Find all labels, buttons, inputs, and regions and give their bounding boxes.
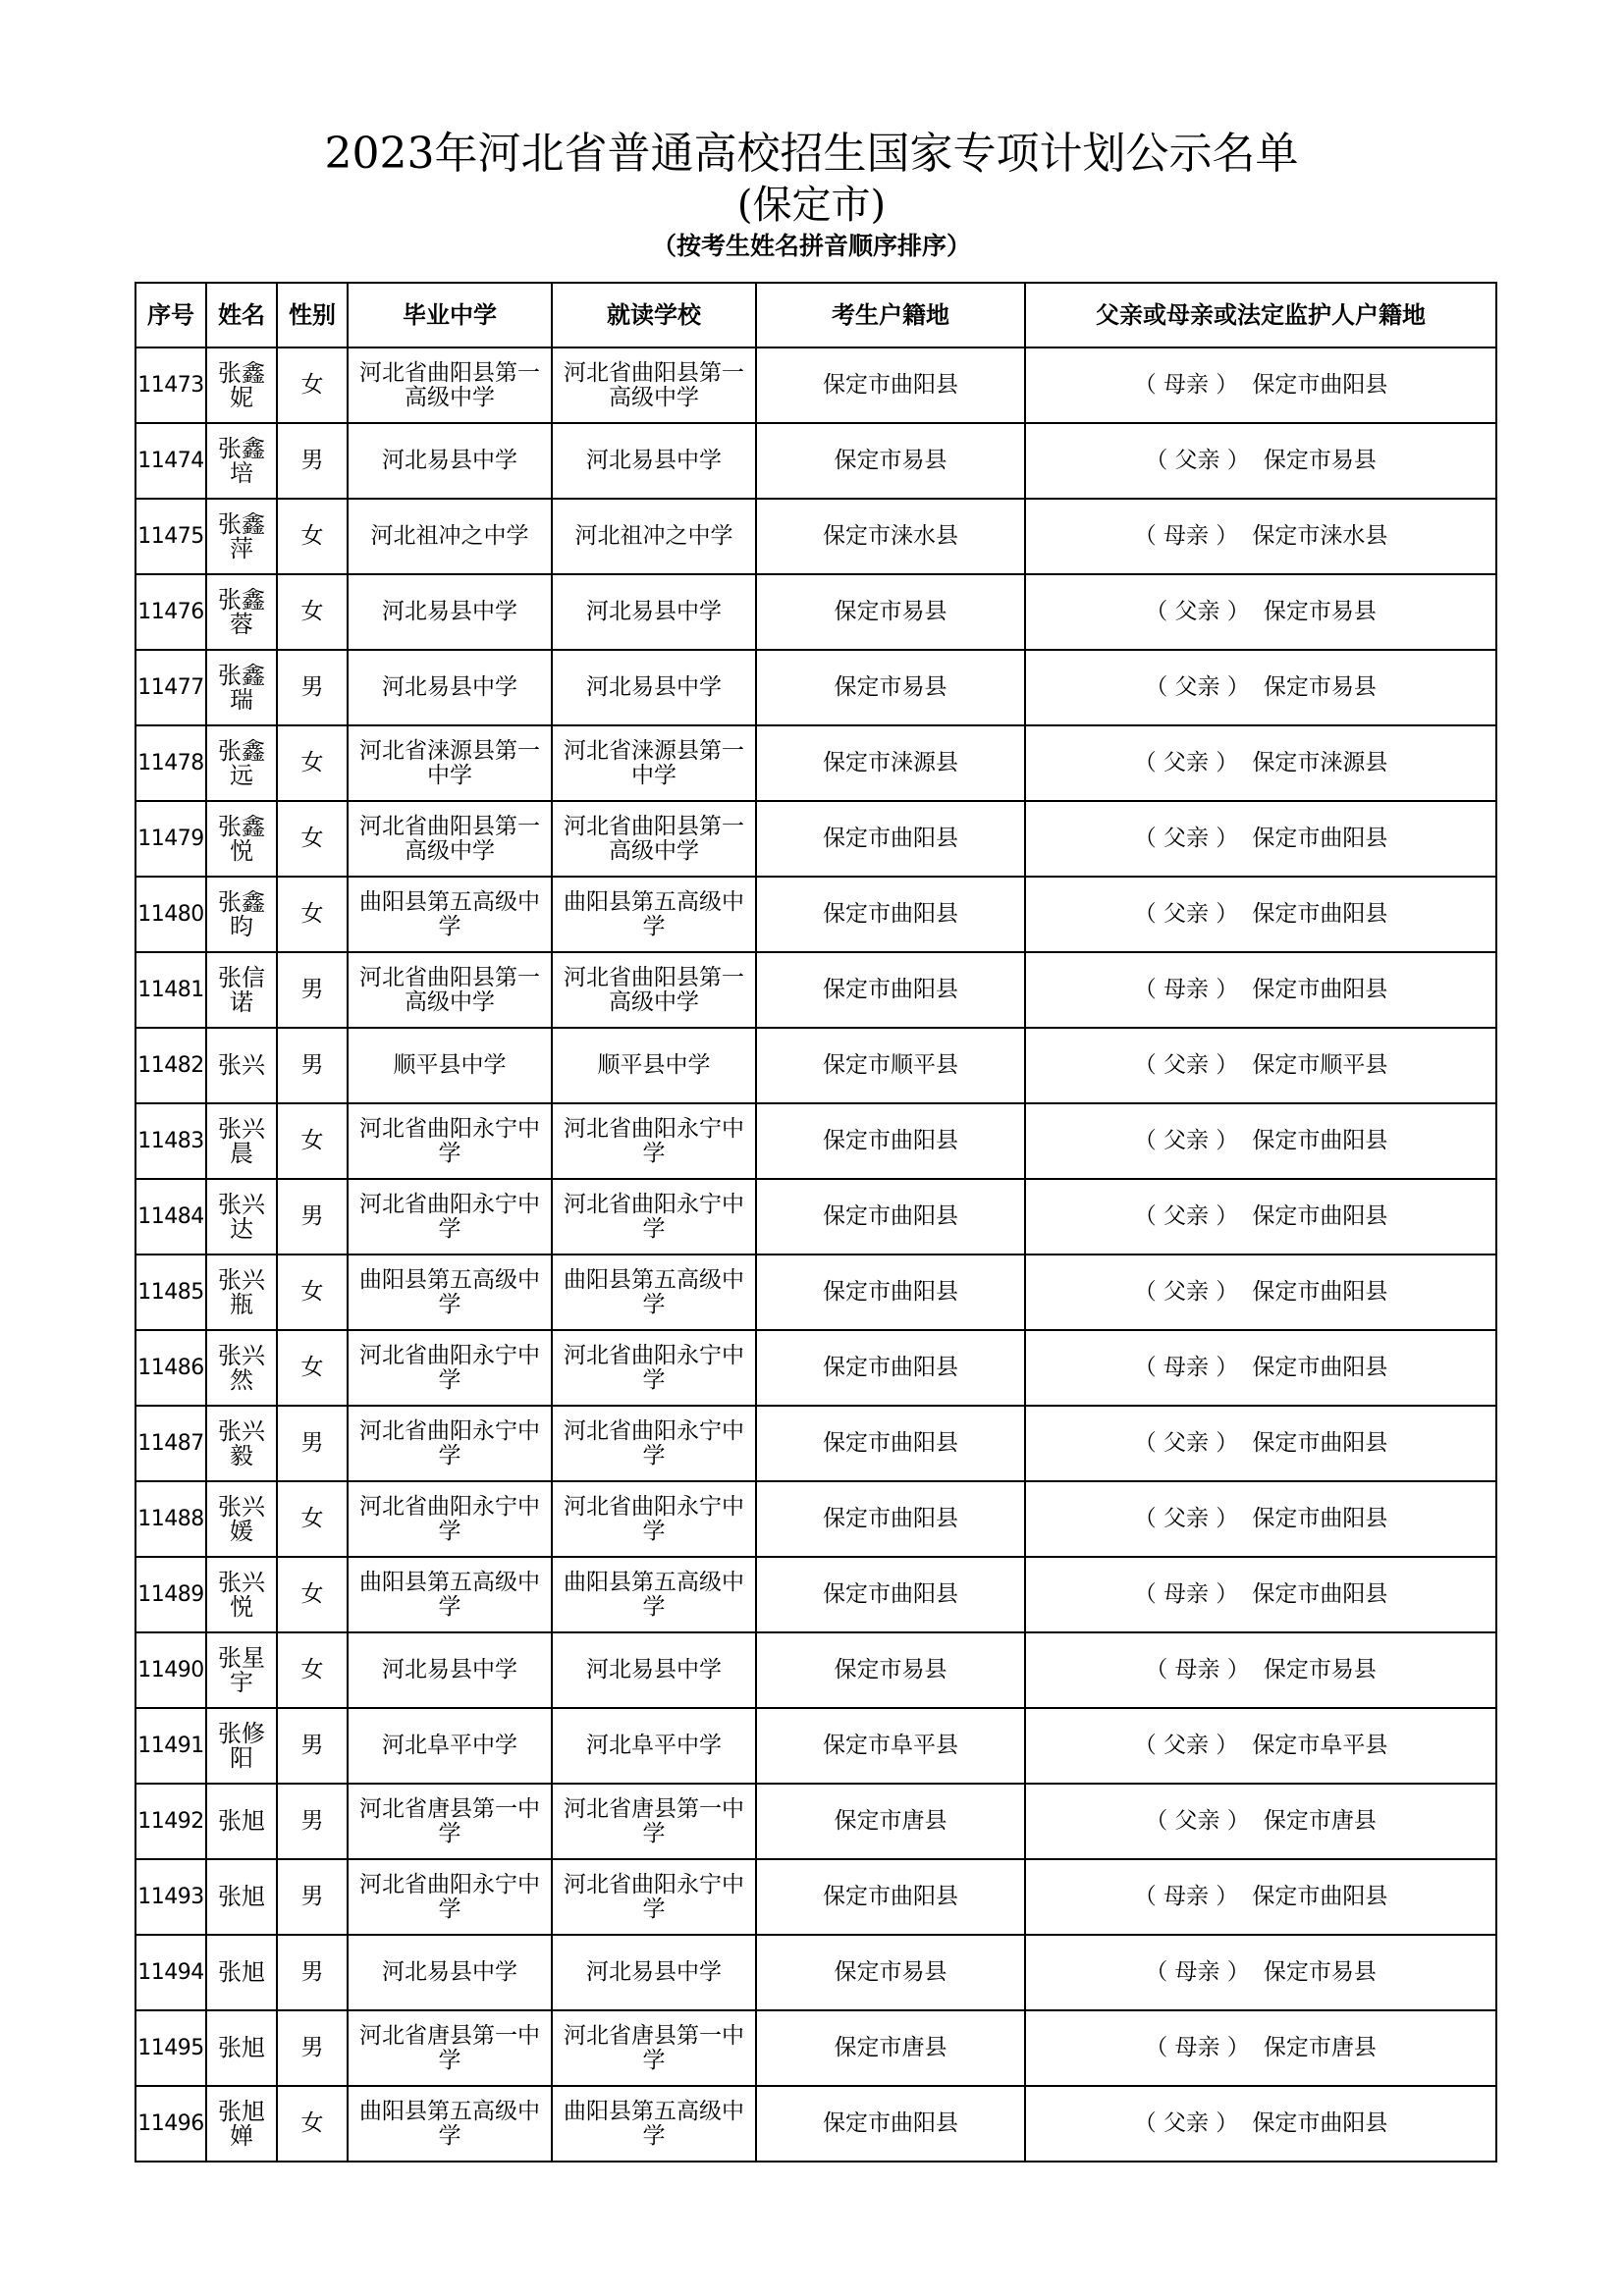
cell-seq: 11473 [135,347,206,423]
cell-study-school: 河北易县中学 [552,1935,756,2010]
cell-study-school: 河北省曲阳县第一高级中学 [552,801,756,877]
guardian-place: 保定市曲阳县 [1252,1128,1388,1153]
guardian-place: 保定市曲阳县 [1252,2110,1388,2136]
cell-study-school: 河北省涞源县第一中学 [552,725,756,801]
cell-guardian-hukou [1025,801,1496,877]
cell-study-school: 河北省曲阳县第一高级中学 [552,952,756,1028]
table-row [135,423,1496,499]
cell-seq: 11490 [135,1632,206,1708]
cell-name: 张鑫昀 [206,877,277,952]
cell-grad-school: 河北易县中学 [348,1632,552,1708]
guardian-place: 保定市涞源县 [1252,750,1388,775]
cell-seq: 11476 [135,574,206,650]
table-row [135,650,1496,725]
cell-seq: 11495 [135,2010,206,2086]
table-row [135,877,1496,952]
cell-name: 张兴悦 [206,1557,277,1632]
cell-seq: 11479 [135,801,206,877]
cell-seq: 11494 [135,1935,206,2010]
cell-seq: 11491 [135,1708,206,1784]
cell-guardian-hukou [1025,877,1496,952]
cell-study-school: 曲阳县第五高级中学 [552,1255,756,1330]
header-grad-school: 毕业中学 [348,283,552,347]
cell-name: 张兴然 [206,1330,277,1406]
table-header-row [135,283,1496,347]
guardian-relation: （ 父亲 ） [1145,448,1250,473]
cell-hukou: 保定市唐县 [756,1784,1025,1859]
cell-grad-school: 河北易县中学 [348,423,552,499]
cell-grad-school: 曲阳县第五高级中学 [348,2086,552,2162]
cell-grad-school: 河北省曲阳永宁中学 [348,1330,552,1406]
cell-gender: 男 [277,2010,348,2086]
cell-gender: 女 [277,499,348,574]
cell-grad-school: 河北省曲阳永宁中学 [348,1481,552,1557]
guardian-relation: （ 父亲 ） [1133,1506,1239,1531]
cell-hukou: 保定市曲阳县 [756,1103,1025,1179]
cell-study-school: 河北省唐县第一中学 [552,1784,756,1859]
table-row [135,1632,1496,1708]
cell-gender: 女 [277,801,348,877]
cell-hukou: 保定市曲阳县 [756,1557,1025,1632]
cell-gender: 女 [277,877,348,952]
guardian-relation: （ 母亲 ） [1133,1581,1239,1607]
cell-study-school: 河北省曲阳县第一高级中学 [552,347,756,423]
cell-hukou: 保定市易县 [756,1632,1025,1708]
cell-name: 张信诺 [206,952,277,1028]
cell-grad-school: 河北省曲阳永宁中学 [348,1859,552,1935]
guardian-relation: （ 母亲 ） [1133,1884,1239,1909]
header-seq: 序号 [135,283,206,347]
cell-study-school: 河北祖冲之中学 [552,499,756,574]
cell-hukou: 保定市易县 [756,423,1025,499]
cell-guardian-hukou [1025,1784,1496,1859]
cell-gender: 男 [277,1406,348,1481]
guardian-relation: （ 父亲 ） [1145,599,1250,624]
cell-gender: 男 [277,1179,348,1255]
table-row [135,1330,1496,1406]
cell-guardian-hukou [1025,574,1496,650]
guardian-relation: （ 母亲 ） [1133,523,1239,549]
cell-grad-school: 河北省曲阳县第一高级中学 [348,952,552,1028]
cell-grad-school: 河北省曲阳永宁中学 [348,1179,552,1255]
cell-gender: 女 [277,1330,348,1406]
guardian-place: 保定市曲阳县 [1252,1203,1388,1229]
cell-guardian-hukou [1025,1708,1496,1784]
cell-seq: 11483 [135,1103,206,1179]
cell-grad-school: 河北省曲阳县第一高级中学 [348,347,552,423]
sort-note: （按考生姓名拼音顺序排序） [651,232,971,260]
cell-guardian-hukou [1025,1632,1496,1708]
guardian-place: 保定市曲阳县 [1252,1581,1388,1607]
header-guardian-hukou: 父亲或母亲或法定监护人户籍地 [1025,283,1496,347]
table-row [135,1935,1496,2010]
table-row [135,1784,1496,1859]
guardian-relation: （ 父亲 ） [1133,826,1239,851]
cell-study-school: 河北阜平中学 [552,1708,756,1784]
cell-name: 张鑫培 [206,423,277,499]
cell-hukou: 保定市曲阳县 [756,2086,1025,2162]
cell-study-school: 曲阳县第五高级中学 [552,1557,756,1632]
guardian-relation: （ 父亲 ） [1133,1430,1239,1456]
table-row [135,2086,1496,2162]
cell-hukou: 保定市易县 [756,650,1025,725]
cell-study-school: 河北省唐县第一中学 [552,2010,756,2086]
roster-table [135,282,1497,2163]
cell-guardian-hukou [1025,423,1496,499]
table-row [135,1028,1496,1103]
guardian-place: 保定市易县 [1263,674,1377,700]
cell-study-school: 河北省曲阳永宁中学 [552,1330,756,1406]
guardian-place: 保定市唐县 [1263,2035,1377,2060]
table-row [135,574,1496,650]
table-row [135,499,1496,574]
guardian-place: 保定市易县 [1263,599,1377,624]
guardian-relation: （ 母亲 ） [1145,1959,1250,1985]
table-row [135,1481,1496,1557]
cell-seq: 11493 [135,1859,206,1935]
cell-hukou: 保定市曲阳县 [756,952,1025,1028]
guardian-place: 保定市阜平县 [1252,1733,1388,1758]
cell-guardian-hukou [1025,1557,1496,1632]
guardian-place: 保定市曲阳县 [1252,1355,1388,1380]
guardian-place: 保定市曲阳县 [1252,372,1388,398]
cell-hukou: 保定市曲阳县 [756,877,1025,952]
cell-seq: 11484 [135,1179,206,1255]
cell-study-school: 河北易县中学 [552,423,756,499]
guardian-place: 保定市曲阳县 [1252,1279,1388,1305]
cell-guardian-hukou [1025,1028,1496,1103]
cell-seq: 11492 [135,1784,206,1859]
table-row [135,1103,1496,1179]
table-row [135,1406,1496,1481]
cell-gender: 男 [277,1028,348,1103]
cell-grad-school: 河北省曲阳县第一高级中学 [348,801,552,877]
cell-name: 张鑫妮 [206,347,277,423]
guardian-relation: （ 母亲 ） [1133,1355,1239,1380]
cell-grad-school: 河北阜平中学 [348,1708,552,1784]
guardian-place: 保定市易县 [1263,1959,1377,1985]
cell-guardian-hukou [1025,650,1496,725]
cell-study-school: 顺平县中学 [552,1028,756,1103]
cell-guardian-hukou [1025,1935,1496,2010]
cell-hukou: 保定市易县 [756,1935,1025,2010]
cell-hukou: 保定市涞水县 [756,499,1025,574]
cell-name: 张旭婵 [206,2086,277,2162]
cell-seq: 11477 [135,650,206,725]
cell-gender: 女 [277,1103,348,1179]
cell-study-school: 河北易县中学 [552,650,756,725]
cell-hukou: 保定市曲阳县 [756,1179,1025,1255]
cell-guardian-hukou [1025,2086,1496,2162]
cell-grad-school: 曲阳县第五高级中学 [348,877,552,952]
cell-gender: 男 [277,952,348,1028]
cell-gender: 女 [277,1255,348,1330]
guardian-place: 保定市曲阳县 [1252,977,1388,1002]
cell-grad-school: 河北省唐县第一中学 [348,2010,552,2086]
cell-hukou: 保定市曲阳县 [756,1406,1025,1481]
cell-name: 张兴瓶 [206,1255,277,1330]
cell-seq: 11480 [135,877,206,952]
table-row [135,1179,1496,1255]
cell-name: 张旭 [206,1935,277,2010]
guardian-relation: （ 父亲 ） [1133,901,1239,927]
cell-grad-school: 顺平县中学 [348,1028,552,1103]
cell-seq: 11485 [135,1255,206,1330]
cell-guardian-hukou [1025,1481,1496,1557]
cell-name: 张旭 [206,1859,277,1935]
cell-seq: 11475 [135,499,206,574]
cell-guardian-hukou [1025,1406,1496,1481]
cell-seq: 11478 [135,725,206,801]
cell-guardian-hukou [1025,1255,1496,1330]
guardian-place: 保定市曲阳县 [1252,901,1388,927]
cell-study-school: 河北省曲阳永宁中学 [552,1103,756,1179]
cell-gender: 女 [277,1632,348,1708]
cell-hukou: 保定市阜平县 [756,1708,1025,1784]
table-row [135,347,1496,423]
cell-hukou: 保定市曲阳县 [756,1859,1025,1935]
cell-gender: 男 [277,1784,348,1859]
table-row [135,1557,1496,1632]
cell-name: 张兴媛 [206,1481,277,1557]
cell-study-school: 河北省曲阳永宁中学 [552,1859,756,1935]
guardian-relation: （ 母亲 ） [1133,977,1239,1002]
cell-name: 张鑫蓉 [206,574,277,650]
cell-name: 张修阳 [206,1708,277,1784]
cell-grad-school: 河北省曲阳永宁中学 [348,1103,552,1179]
cell-hukou: 保定市曲阳县 [756,1330,1025,1406]
cell-hukou: 保定市曲阳县 [756,1255,1025,1330]
cell-name: 张鑫远 [206,725,277,801]
table-row [135,1708,1496,1784]
cell-gender: 男 [277,423,348,499]
cell-name: 张星宇 [206,1632,277,1708]
guardian-relation: （ 母亲 ） [1145,1657,1250,1682]
cell-seq: 11487 [135,1406,206,1481]
guardian-relation: （ 父亲 ） [1133,2110,1239,2136]
guardian-place: 保定市易县 [1263,1657,1377,1682]
table-row [135,725,1496,801]
guardian-relation: （ 父亲 ） [1145,674,1250,700]
cell-guardian-hukou [1025,1859,1496,1935]
cell-name: 张兴晨 [206,1103,277,1179]
cell-gender: 女 [277,2086,348,2162]
guardian-relation: （ 父亲 ） [1133,1052,1239,1078]
guardian-place: 保定市曲阳县 [1252,1430,1388,1456]
page-title: 2023年河北省普通高校招生国家专项计划公示名单 [324,129,1299,179]
header-gender: 性别 [277,283,348,347]
guardian-relation: （ 母亲 ） [1133,372,1239,398]
cell-name: 张兴毅 [206,1406,277,1481]
cell-guardian-hukou [1025,347,1496,423]
cell-name: 张鑫瑞 [206,650,277,725]
cell-study-school: 河北省曲阳永宁中学 [552,1179,756,1255]
cell-seq: 11488 [135,1481,206,1557]
cell-seq: 11481 [135,952,206,1028]
cell-study-school: 曲阳县第五高级中学 [552,2086,756,2162]
page-subtitle: (保定市) [736,183,887,228]
cell-gender: 女 [277,1481,348,1557]
cell-study-school: 河北易县中学 [552,1632,756,1708]
cell-hukou: 保定市唐县 [756,2010,1025,2086]
guardian-relation: （ 父亲 ） [1133,1733,1239,1758]
cell-grad-school: 河北省曲阳永宁中学 [348,1406,552,1481]
table-row [135,952,1496,1028]
cell-grad-school: 河北省唐县第一中学 [348,1784,552,1859]
guardian-relation: （ 父亲 ） [1133,1128,1239,1153]
cell-seq: 11482 [135,1028,206,1103]
cell-gender: 男 [277,1708,348,1784]
cell-seq: 11486 [135,1330,206,1406]
cell-grad-school: 曲阳县第五高级中学 [348,1557,552,1632]
cell-gender: 女 [277,1557,348,1632]
cell-study-school: 曲阳县第五高级中学 [552,877,756,952]
cell-guardian-hukou [1025,1103,1496,1179]
cell-hukou: 保定市曲阳县 [756,347,1025,423]
cell-guardian-hukou [1025,499,1496,574]
cell-gender: 女 [277,725,348,801]
cell-name: 张兴 [206,1028,277,1103]
cell-seq: 11474 [135,423,206,499]
header-hukou: 考生户籍地 [756,283,1025,347]
cell-study-school: 河北易县中学 [552,574,756,650]
guardian-place: 保定市顺平县 [1252,1052,1388,1078]
cell-hukou: 保定市易县 [756,574,1025,650]
cell-name: 张旭 [206,1784,277,1859]
cell-gender: 男 [277,1935,348,2010]
cell-guardian-hukou [1025,1330,1496,1406]
cell-guardian-hukou [1025,952,1496,1028]
table-row [135,2010,1496,2086]
cell-name: 张鑫悦 [206,801,277,877]
guardian-relation: （ 父亲 ） [1133,1279,1239,1305]
cell-grad-school: 河北易县中学 [348,1935,552,2010]
table-row [135,801,1496,877]
cell-guardian-hukou [1025,2010,1496,2086]
cell-hukou: 保定市曲阳县 [756,1481,1025,1557]
cell-grad-school: 河北易县中学 [348,574,552,650]
guardian-place: 保定市易县 [1263,448,1377,473]
cell-seq: 11496 [135,2086,206,2162]
cell-hukou: 保定市曲阳县 [756,801,1025,877]
cell-hukou: 保定市涞源县 [756,725,1025,801]
cell-grad-school: 河北祖冲之中学 [348,499,552,574]
guardian-relation: （ 父亲 ） [1133,1203,1239,1229]
cell-grad-school: 河北易县中学 [348,650,552,725]
cell-gender: 女 [277,347,348,423]
cell-grad-school: 曲阳县第五高级中学 [348,1255,552,1330]
cell-study-school: 河北省曲阳永宁中学 [552,1406,756,1481]
cell-gender: 女 [277,574,348,650]
guardian-place: 保定市唐县 [1263,1808,1377,1834]
cell-seq: 11489 [135,1557,206,1632]
guardian-place: 保定市曲阳县 [1252,1884,1388,1909]
cell-name: 张兴达 [206,1179,277,1255]
cell-gender: 男 [277,650,348,725]
cell-guardian-hukou [1025,1179,1496,1255]
table-row [135,1859,1496,1935]
cell-name: 张鑫萍 [206,499,277,574]
guardian-place: 保定市曲阳县 [1252,826,1388,851]
cell-name: 张旭 [206,2010,277,2086]
guardian-relation: （ 父亲 ） [1133,750,1239,775]
guardian-place: 保定市涞水县 [1252,523,1388,549]
guardian-place: 保定市曲阳县 [1252,1506,1388,1531]
cell-guardian-hukou [1025,725,1496,801]
cell-study-school: 河北省曲阳永宁中学 [552,1481,756,1557]
cell-gender: 男 [277,1859,348,1935]
table-row [135,1255,1496,1330]
header-study-school: 就读学校 [552,283,756,347]
header-name: 姓名 [206,283,277,347]
guardian-relation: （ 母亲 ） [1145,2035,1250,2060]
cell-grad-school: 河北省涞源县第一中学 [348,725,552,801]
cell-hukou: 保定市顺平县 [756,1028,1025,1103]
guardian-relation: （ 父亲 ） [1145,1808,1250,1834]
